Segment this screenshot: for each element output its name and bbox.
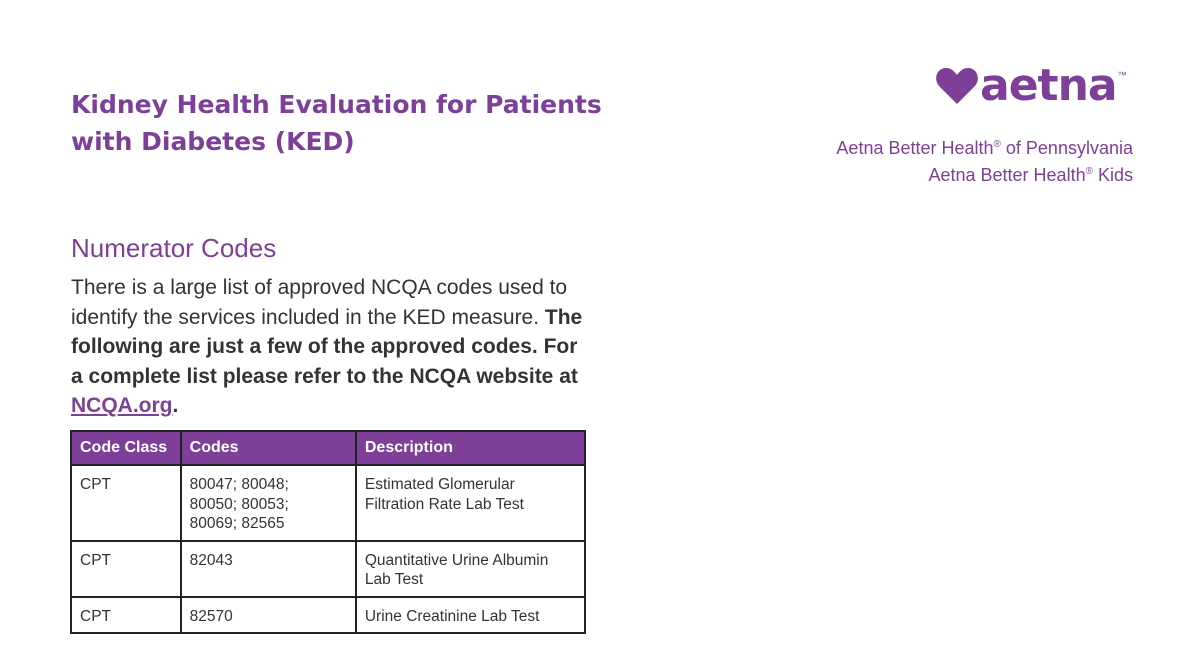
title-line-1: Kidney Health Evaluation for Patients <box>71 90 602 119</box>
intro-paragraph <box>71 273 591 421</box>
cell-code-class: CPT <box>71 465 181 541</box>
plan-name-1: Aetna Better Health® of Pennsylvania <box>836 138 1133 158</box>
cell-description: Quantitative Urine Albumin Lab Test <box>356 541 585 597</box>
logo-trademark: ™ <box>1117 70 1127 80</box>
cell-code-class: CPT <box>71 597 181 634</box>
header-code-class: Code Class <box>71 431 181 465</box>
cell-code-class: CPT <box>71 541 181 597</box>
plan-name-2: Aetna Better Health® Kids <box>928 165 1133 185</box>
header-description: Description <box>356 431 585 465</box>
cell-codes: 82570 <box>181 597 356 634</box>
ncqa-link[interactable]: NCQA.org <box>71 394 173 418</box>
table-row <box>71 541 585 597</box>
page-title <box>71 86 671 160</box>
cell-codes: 82043 <box>181 541 356 597</box>
table-row <box>71 597 585 634</box>
logo-wordmark: aetna <box>980 60 1117 111</box>
intro-text: There is a large list of approved NCQA codes used to identify the services included in the KED measure. <box>71 276 568 329</box>
cell-codes: 80047; 80048; 80050; 80053; 80069; 82565 <box>181 465 356 541</box>
header-codes: Codes <box>181 431 356 465</box>
codes-table <box>70 430 586 634</box>
aetna-logo <box>934 60 1146 112</box>
table-header-row <box>71 431 585 465</box>
table-row <box>71 465 585 541</box>
intro-bold-text: The following are just a few of the approved codes. For a complete list please refer to the NCQA website at <box>71 305 583 388</box>
cell-description: Estimated Glomerular Filtration Rate Lab Test <box>356 465 585 541</box>
cell-description: Urine Creatinine Lab Test <box>356 597 585 634</box>
intro-end: . <box>172 394 179 418</box>
title-line-2: with Diabetes (KED) <box>71 127 355 156</box>
heart-icon <box>934 66 980 106</box>
section-heading: Numerator Codes <box>71 233 277 263</box>
plan-names <box>836 133 1133 187</box>
